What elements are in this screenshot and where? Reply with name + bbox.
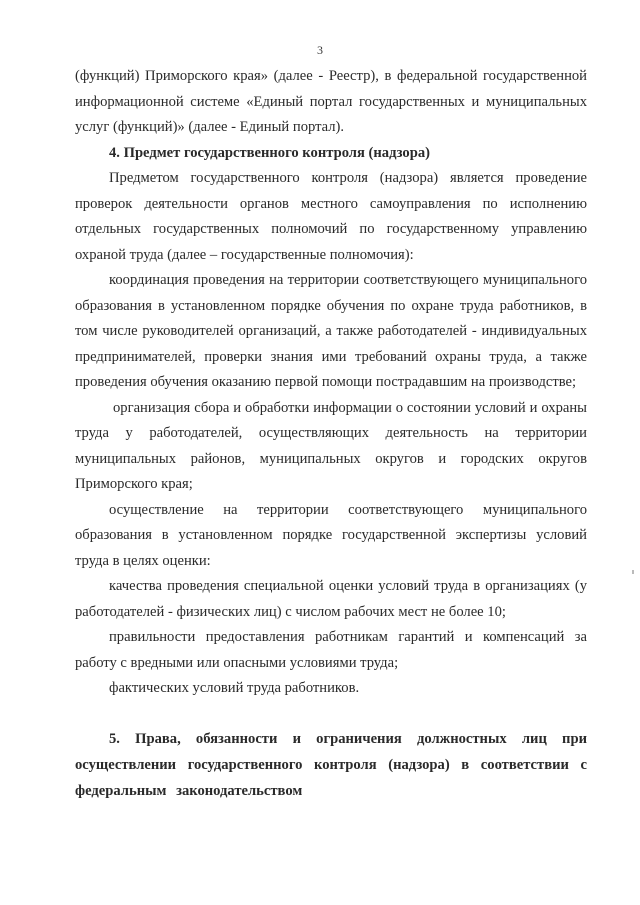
paragraph-information-collection: организация сбора и обработки информации о состоянии условий и охраны труда у работодателей, осуществляющих деятельность на территории муниципальных районов, муниципальных округов и городских округов Приморского края; [75,399,587,492]
paragraph-registry-continuation: (функций) Приморского края» (далее - Реестр), в федеральной государственной информационной системе «Единый портал государственных и муниципальных услуг (функций)» (далее - Единый портал). [75,68,587,135]
paragraph-guarantees-compensation: правильности предоставления работникам гарантий и компенсаций за работу с вредными или опасными условиями труда; [75,629,587,671]
paragraph-coordination-training: координация проведения на территории соответствующего муниципального образования в установленном порядке обучения по охране труда работников, в том числе руководителей организаций, а также работодателей - индивидуальных предпринимателей, проверки знания ими требований охраны труда, а также проведения обучения оказанию первой помощи пострадавшим на производстве; [75,272,587,390]
document-body [75,64,587,804]
section-heading-5: 5. Права, обязанности и ограничения должностных лиц при осуществлении государственного контроля (надзора) в соответствии с федеральным законодательством [75,730,587,799]
section-heading-4: 4. Предмет государственного контроля (надзора) [109,144,431,161]
scan-edge-mark [632,570,634,574]
paragraph-subject-of-control: Предметом государственного контроля (надзора) является проведение проверок деятельности органов местного самоуправления по исполнению отдельных государственных полномочий по государственному управлению охраной труда (далее – государственные полномочия): [75,170,587,263]
page-number: 3 [317,43,323,57]
paragraph-state-expertise: осуществление на территории соответствующего муниципального образования в установленном порядке государственной экспертизы условий труда в целях оценки: [75,501,587,569]
paragraph-actual-conditions: фактических условий труда работников. [109,680,360,696]
paragraph-assessment-quality: качества проведения специальной оценки условий труда в организациях (у работодателей - физических лиц) с числом рабочих мест не более 10; [75,578,587,620]
